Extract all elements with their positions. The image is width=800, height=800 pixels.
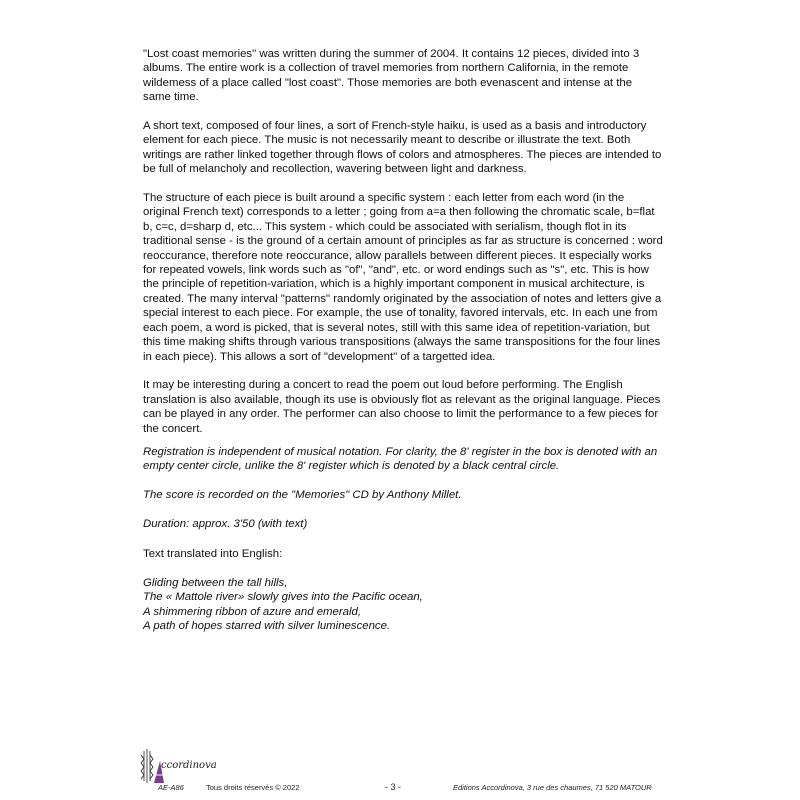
page-number: - 3 - <box>385 782 402 792</box>
body-text <box>143 47 663 450</box>
translation-block <box>143 547 663 633</box>
footer-publisher: Editions Accordinova, 3 rue des chaumes, 71 520 MATOUR <box>453 783 652 792</box>
poem-line-1: Gliding between the tall hills, <box>143 576 288 589</box>
footer-rights: Tous droits réservés © 2022 <box>206 783 300 792</box>
logo-wordmark: ccordinova <box>161 760 217 771</box>
recording-note: The score is recorded on the "Memories" CD by Anthony Millet. <box>143 489 462 502</box>
translation-heading: Text translated into English: <box>143 548 283 560</box>
paragraph-structure: The structure of each piece is built around a specific system : each letter from each word (in the original French text) corresponds to a letter ; going from a=a then following the chromatic scale, b=flat b, c=c, d=sharp d, etc... This system - which could be associated with serialism, though flot in its traditional sense - is the ground of a certain amount of principles as far as structure is concerned : word reoccurance, therefore note reoccurance, allow parallels between different pieces. It especially works for repeated vowels, link words such as "of", "and", etc. or word endings such as "s", etc. This is how the principle of repetition-variation, which is a highly important component in musical architecture, is created. The many interval "patterns" randomly originated by the association of notes and letters give a special interest to each piece. For example, the use of tonality, favored intervals, etc. In each une from each poem, a word is picked, that is several notes, still with this same idea of repetition-variation, but this time making shifts through various transpositions (always the same transpositions for the four lines in each piece). This allows a sort of "development" of a targetted idea. <box>143 192 663 363</box>
duration-note: Duration: approx. 3'50 (with text) <box>143 518 308 530</box>
notes-block <box>143 445 663 546</box>
poem-line-4: A path of hopes starred with silver luminescence. <box>143 620 391 633</box>
registration-note: Registration is independent of musical notation. For clarity, the 8' register in the box is denoted with an empty center circle, unlike the 8' register which is denoted by a black central circle. <box>143 446 658 473</box>
footer-reference: AE-A86 <box>158 783 184 792</box>
poem-line-2: The « Mattole river» slowly gives into the Pacific ocean, <box>143 591 423 604</box>
paragraph-intro: "Lost coast memories" was written during the summer of 2004. It contains 12 pieces, divided into 3 albums. The entire work is a collection of travel memories from northern California, in the remote wildemess of a place called "lost coast". Those memories are both evenascent and intense at the same time. <box>143 48 640 104</box>
paragraph-haiku: A short text, composed of four lines, a sort of French-style haiku, is used as a basis and introductory element for each piece. The music is not necessarily meant to describe or illustrate the text. Both writings are rather linked together through flows of colors and atmospheres. The pieces are intended to be full of melancholy and recollection, wavering between light and darkness. <box>143 120 662 176</box>
poem-line-3: A shimmering ribbon of azure and emerald, <box>143 605 362 618</box>
paragraph-performance: It may be interesting during a concert to read the poem out loud before performing. The English translation is also available, though its use is obviously flot as relevant as the original language. Pieces can be played in any order. The performer can also choose to limit the performance to a few pieces for the concert. <box>143 379 661 435</box>
